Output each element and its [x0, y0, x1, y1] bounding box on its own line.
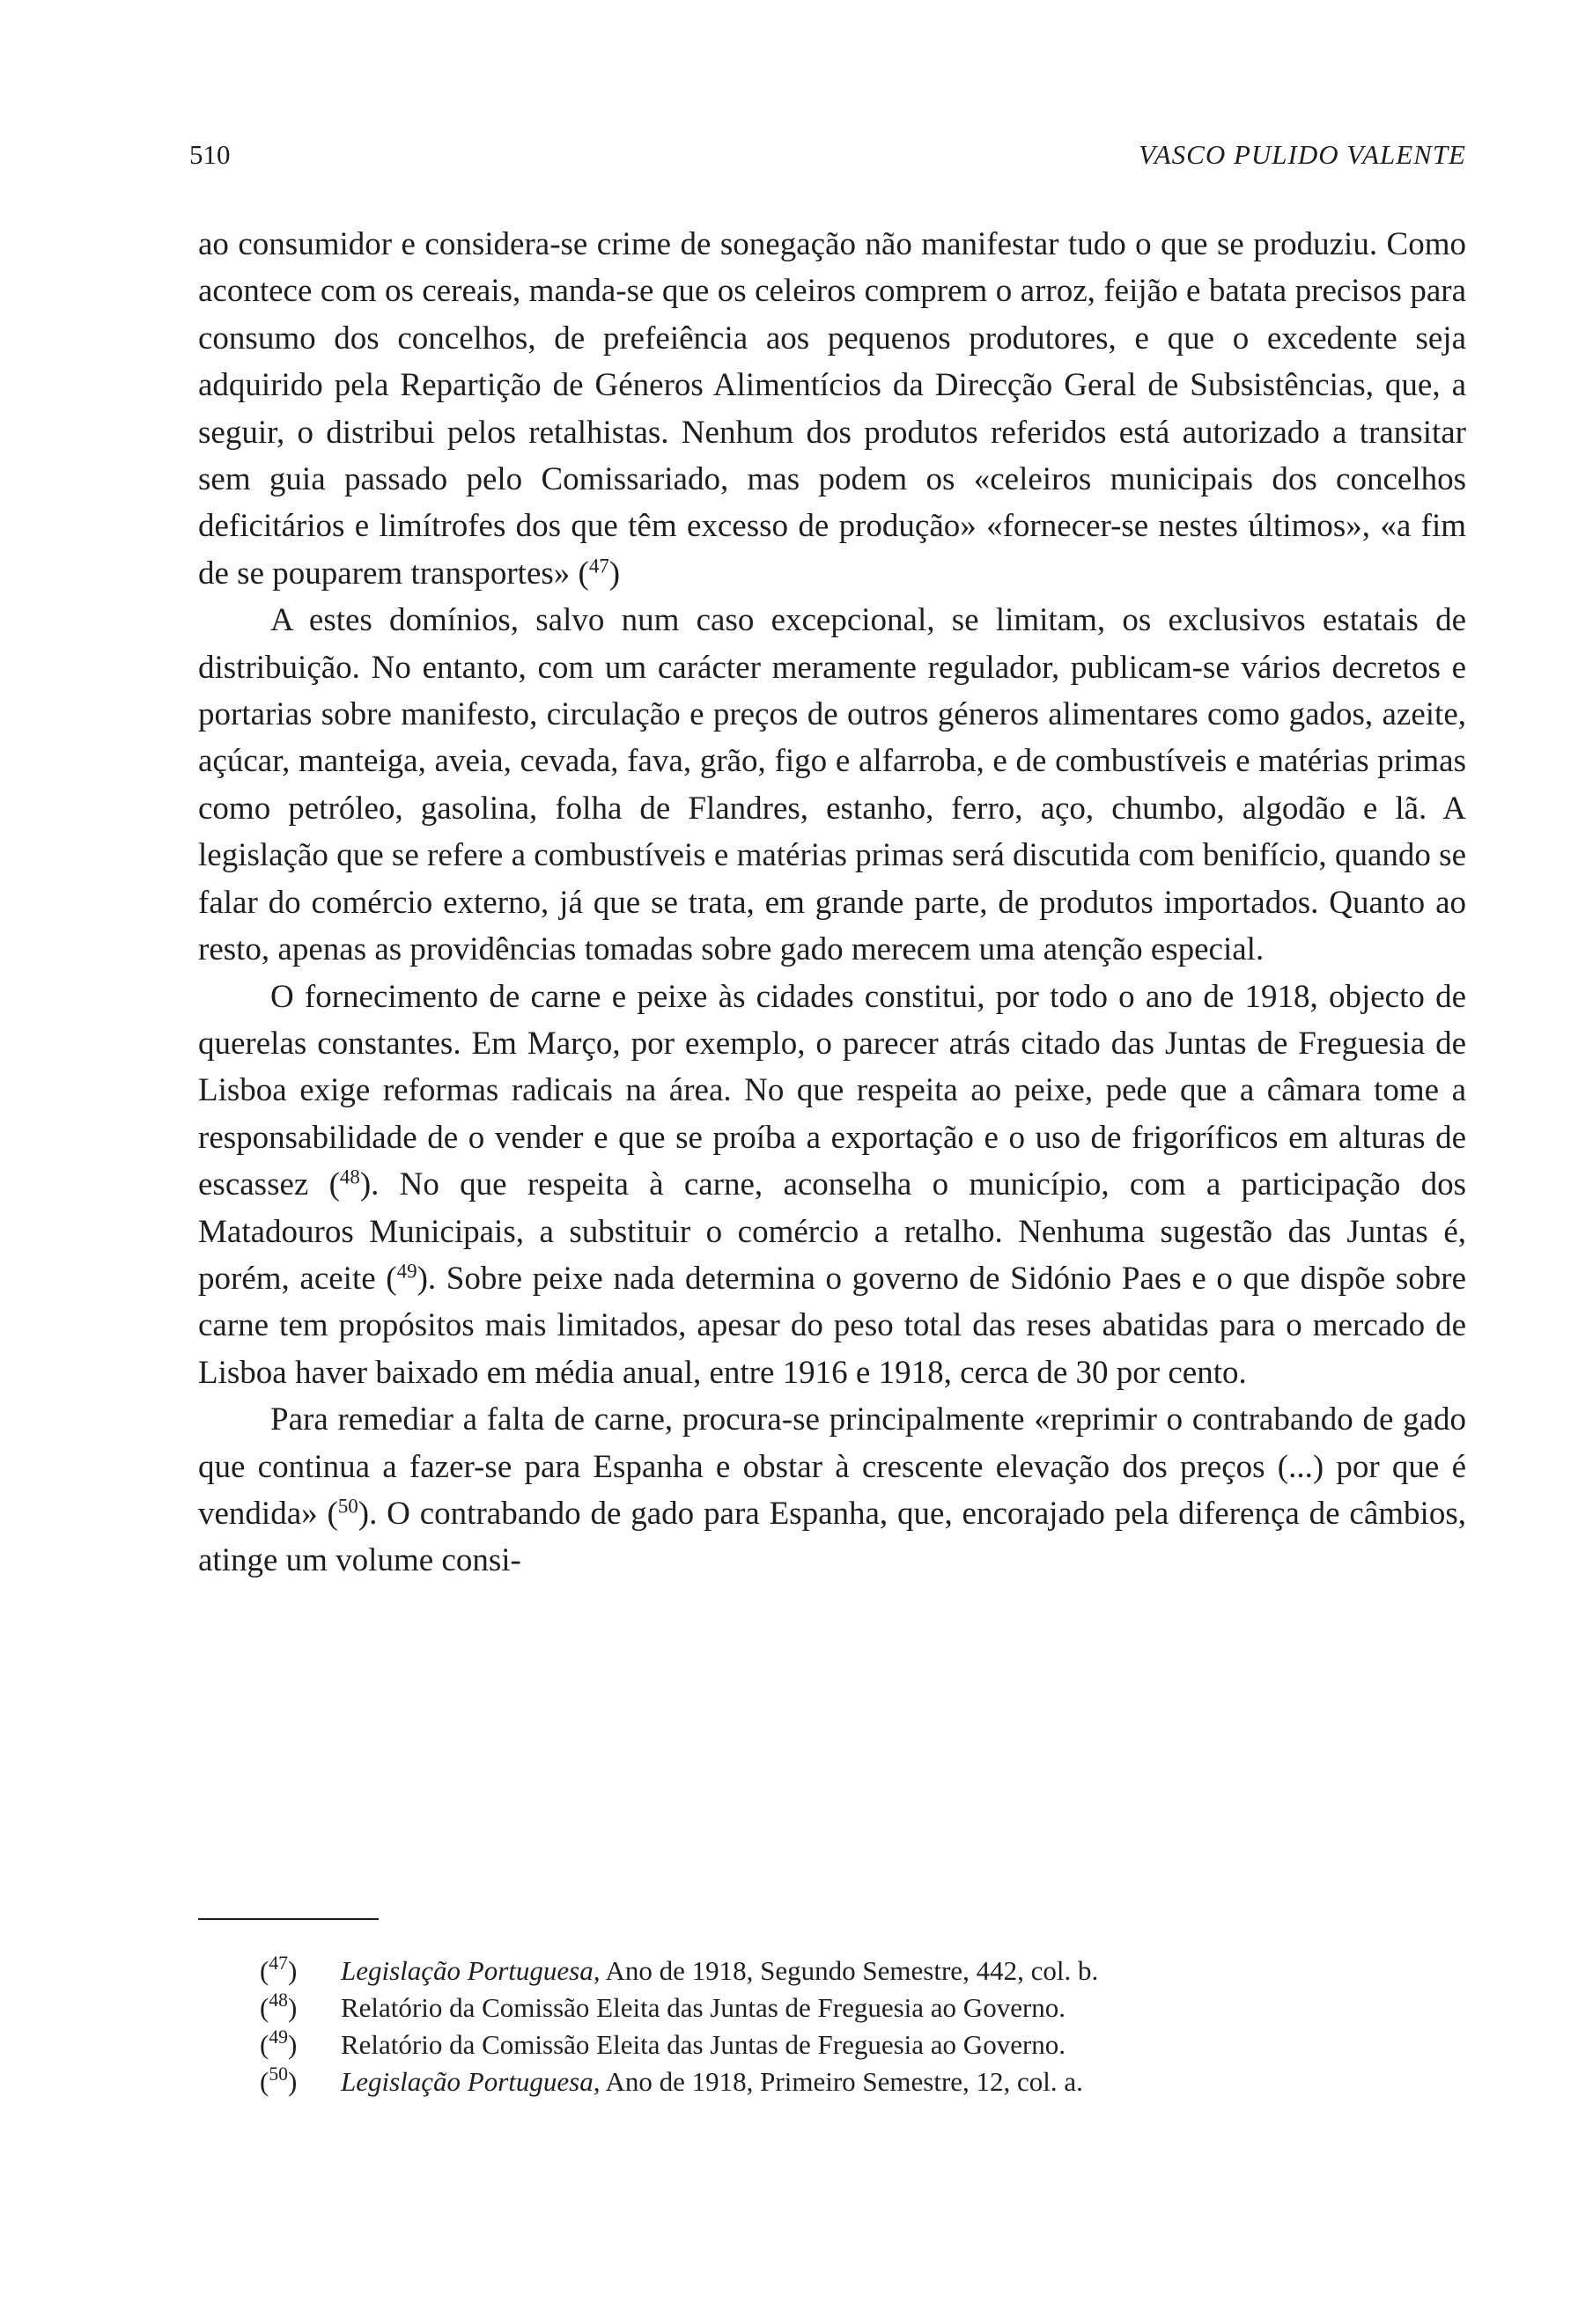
footnote-text: Relatório da Comissão Eleita das Juntas de Freguesia ao Governo. [341, 2029, 1066, 2060]
footnote-reference: 49 [396, 1260, 417, 1283]
page-number: 510 [189, 139, 231, 170]
paragraph-text: ). O contrabando de gado para Espanha, que, encorajado pela diferença de câmbios, atinge um volume consi- [198, 1495, 1466, 1579]
footnote-text: Ano de 1918, Primeiro Semestre, 12, col. a. [600, 2066, 1083, 2097]
paragraph-text: Para remediar a falta de carne, procura-se principalmente «reprimir o contrabando de gado que continua a fazer-se para Espanha e obstar à crescente elevação dos preços (...) por que é vendida» ( [198, 1401, 1466, 1532]
footnote-text: Relatório da Comissão Eleita das Juntas de Freguesia ao Governo. [341, 1992, 1066, 2023]
paragraph-text: ) [608, 555, 621, 592]
footnote-source-title: Legislação Portuguesa, [341, 2066, 601, 2097]
footnote-number: ($^{48}$) [260, 1989, 298, 2023]
page-header [189, 139, 1466, 183]
running-head: VASCO PULIDO VALENTE [1139, 139, 1466, 170]
footnote-number: ($^{47}$) [260, 1953, 298, 1986]
footnote-text: Ano de 1918, Segundo Semestre, 442, col. b. [600, 1955, 1099, 1986]
footnote-reference: 48 [339, 1166, 360, 1188]
footnote-number: ($^{50}$) [260, 2063, 298, 2097]
paragraph [198, 221, 1466, 597]
footnote-number-value: 47 [269, 1953, 289, 1975]
paragraph-text: ao consumidor e considera-se crime de sonegação não manifestar tudo o que se produziu. Como acontece com os cereais, manda-se que os celeiros comprem o arroz, feijão e batata precisos para consumo dos concelhos, de prefeiência aos pequenos produtores, e que o excedente seja adquirido pela Repartição de Géneros Alimentícios da Direcção Geral de Subsistências, que, a seguir, o distribui pelos retalhistas. Nenhum dos produtos referidos está autorizado a transitar sem guia passado pelo Comissariado, mas podem os «celeiros municipais dos concelhos deficitários e limítrofes dos que têm excesso de produção» «fornecer-se nestes últimos», «a fim de se pouparem transportes» ( [198, 226, 1466, 592]
footnote-reference: 50 [337, 1495, 358, 1518]
paragraph-text: ). Sobre peixe nada determina o governo de Sidónio Paes e o que dispõe sobre carne tem propósitos mais limitados, apesar do peso total das reses abatidas para o mercado de Lisboa haver baixado em média anual, entre 1916 e 1918, cerca de 30 por cento. [198, 1260, 1466, 1391]
footnote-number: ($^{49}$) [260, 2026, 298, 2060]
footnotes [260, 1953, 1466, 2100]
body-text [198, 221, 1466, 1585]
footnote-number-value: 50 [269, 2063, 289, 2085]
footnote [260, 1989, 1466, 2026]
paragraph [198, 597, 1466, 973]
footnote [260, 1953, 1466, 1989]
paragraph-text: ). No que respeita à carne, aconselha o município, com a participação dos Matadouros Municipais, a substituir o comércio a retalho. Nenhuma sugestão das Juntas é, porém, aceite ( [198, 1166, 1466, 1297]
paragraph [198, 1396, 1466, 1585]
footnote [260, 2026, 1466, 2063]
paragraph [198, 974, 1466, 1397]
footnote-number-value: 49 [269, 2026, 289, 2048]
footnote-source-title: Legislação Portuguesa, [341, 1955, 601, 1986]
footnote-number-value: 48 [269, 1989, 289, 2011]
paragraph-text: A estes domínios, salvo num caso excepcional, se limitam, os exclusivos estatais de distribuição. No entanto, com um carácter meramente regulador, publicam-se vários decretos e portarias sobre manifesto, circulação e preços de outros géneros alimentares como gados, azeite, açúcar, manteiga, aveia, cevada, fava, grão, figo e alfarroba, e de combustíveis e matérias primas como petróleo, gasolina, folha de Flandres, estanho, ferro, aço, chumbo, algodão e lã. A legislação que se refere a combustíveis e matérias primas será discutida com benifício, quando se falar do comércio externo, já que se trata, em grande parte, de produtos importados. Quanto ao resto, apenas as providências tomadas sobre gado merecem uma atenção especial. [198, 602, 1466, 968]
paragraph-text: O fornecimento de carne e peixe às cidades constitui, por todo o ano de 1918, objecto de querelas constantes. Em Março, por exemplo, o parecer atrás citado das Juntas de Freguesia de Lisboa exige reformas radicais na área. No que respeita ao peixe, pede que a câmara tome a responsabilidade de o vender e que se proíba a exportação e o uso de frigoríficos em alturas de escassez ( [198, 978, 1466, 1203]
footnote-separator [198, 1918, 379, 1920]
footnote [260, 2063, 1466, 2100]
footnote-reference: 47 [588, 555, 609, 577]
